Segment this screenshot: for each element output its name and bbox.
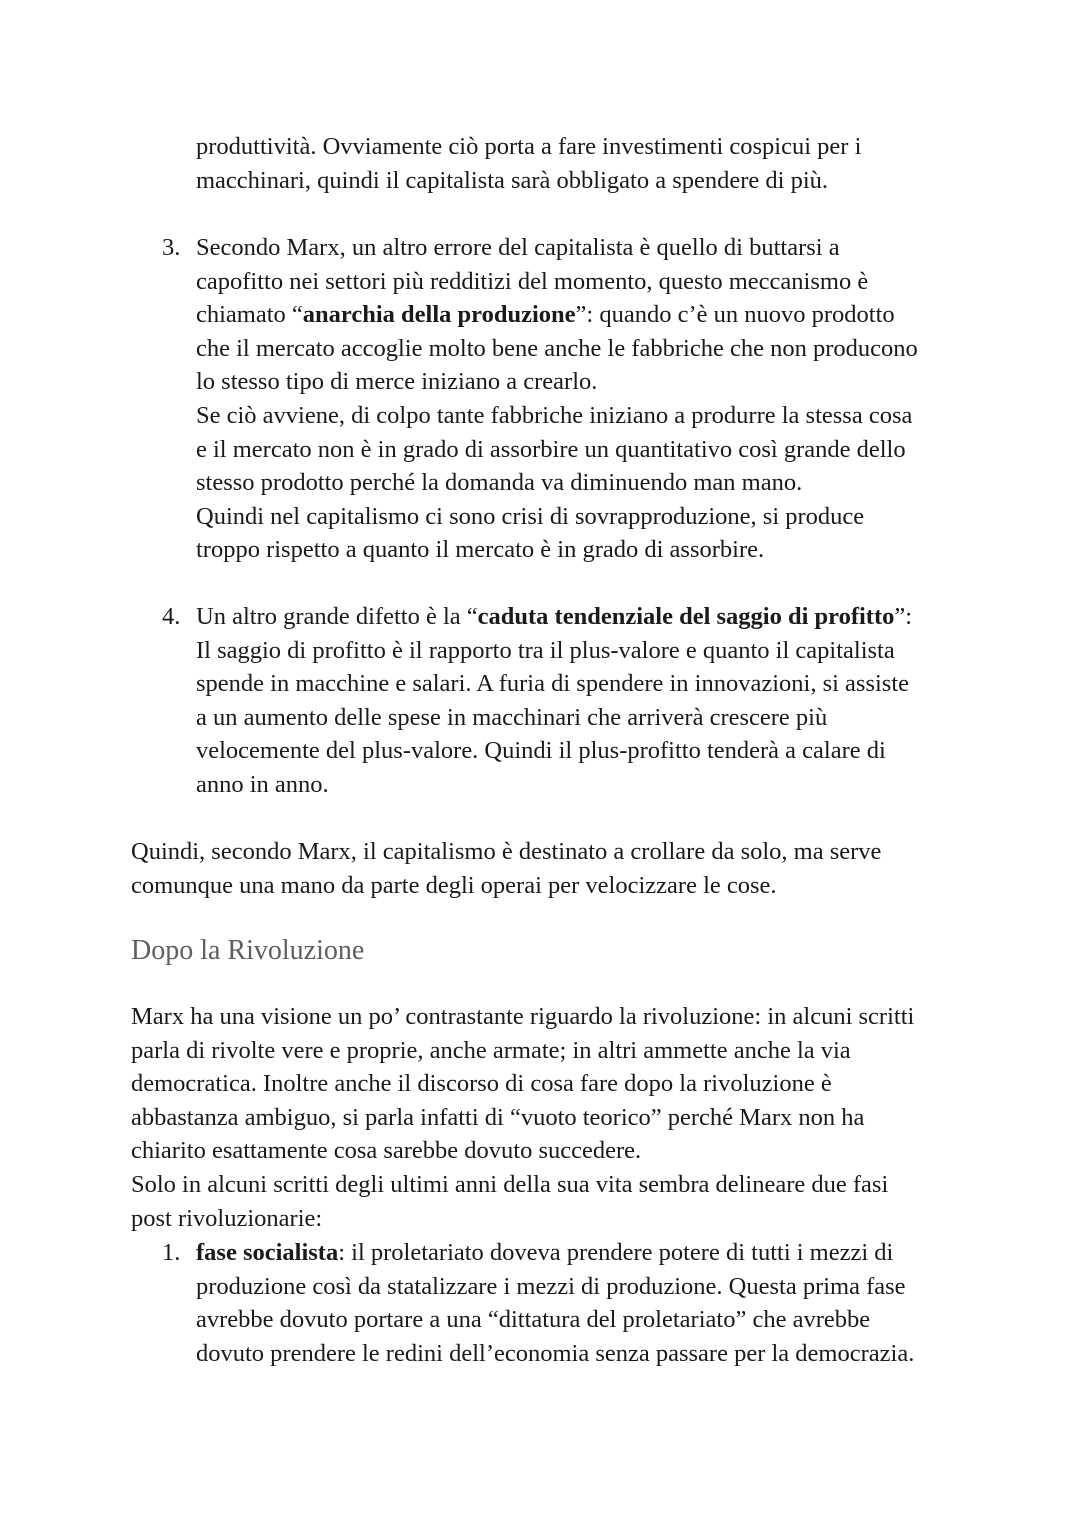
- text-line: parla di rivolte vere e proprie, anche armate; in altri ammette anche la via: [131, 1036, 851, 1064]
- text-line: Solo in alcuni scritti degli ultimi anni della sua vita sembra delineare due fasi: [131, 1170, 889, 1198]
- text-line: stesso prodotto perché la domanda va diminuendo man mano.: [196, 469, 803, 497]
- text-line: macchinari, quindi il capitalista sarà obbligato a spendere di più.: [196, 166, 829, 194]
- text-line: [196, 600, 996, 634]
- bold-term: fase socialista: [196, 1239, 339, 1266]
- text-span: chiamato “: [196, 301, 303, 329]
- text-line: velocemente del plus-valore. Quindi il plus-profitto tenderà a calare di: [196, 737, 886, 765]
- text-span: : il proletariato doveva prendere potere di tutti i mezzi di: [338, 1239, 894, 1266]
- text-line: abbastanza ambiguo, si parla infatti di “vuoto teorico” perché Marx non ha: [131, 1103, 865, 1131]
- text-line: a un aumento delle spese in macchinari che arriverà crescere più: [196, 703, 828, 731]
- text-line: comunque una mano da parte degli operai per velocizzare le cose.: [131, 871, 777, 899]
- text-line: produttività. Ovviamente ciò porta a fare investimenti cospicui per i: [196, 133, 862, 160]
- text-line: [196, 1236, 996, 1270]
- text-line: dovuto prendere le redini dell’economia senza passare per la democrazia.: [196, 1339, 915, 1367]
- list-number: 1.: [162, 1239, 181, 1266]
- text-line: Il saggio di profitto è il rapporto tra il plus-valore e quanto il capitalista: [196, 636, 895, 664]
- text-span: ”: quando c’è un nuovo prodotto: [575, 301, 895, 329]
- bold-term: anarchia della produzione: [302, 301, 576, 329]
- bold-term: caduta tendenziale del saggio di profitto: [477, 603, 895, 630]
- text-line: chiarito esattamente cosa sarebbe dovuto succedere.: [131, 1137, 642, 1165]
- text-line: anno in anno.: [196, 770, 329, 798]
- text-line: Marx ha una visione un po’ contrastante riguardo la rivoluzione: in alcuni scritti: [131, 1003, 915, 1030]
- text-span: Un altro grande difetto è la “: [196, 603, 478, 630]
- list-number: 3.: [162, 234, 181, 261]
- text-line: avrebbe dovuto portare a una “dittatura del proletariato” che avrebbe: [196, 1306, 871, 1334]
- text-line: lo stesso tipo di merce iniziano a crearlo.: [196, 368, 598, 396]
- text-line: Quindi nel capitalismo ci sono crisi di sovrapproduzione, si produce: [196, 502, 865, 530]
- text-line: e il mercato non è in grado di assorbire un quantitativo così grande dello: [196, 435, 906, 463]
- text-line: che il mercato accoglie molto bene anche le fabbriche che non producono: [196, 334, 918, 362]
- list-item-4: [162, 600, 996, 802]
- text-line: troppo rispetto a quanto il mercato è in grado di assorbire.: [196, 536, 765, 564]
- text-line: democratica. Inoltre anche il discorso di cosa fare dopo la rivoluzione è: [131, 1070, 832, 1098]
- conclusion-paragraph: [131, 835, 991, 902]
- text-line: [196, 298, 996, 332]
- text-line: produzione così da statalizzare i mezzi di produzione. Questa prima fase: [196, 1272, 906, 1300]
- revolution-paragraph: [131, 1000, 991, 1235]
- list-item-2-continuation: [196, 130, 996, 197]
- text-line: Quindi, secondo Marx, il capitalismo è destinato a crollare da solo, ma serve: [131, 838, 882, 865]
- text-line: spende in macchine e salari. A furia di spendere in innovazioni, si assiste: [196, 670, 910, 698]
- text-line: post rivoluzionarie:: [131, 1204, 323, 1232]
- text-line: Secondo Marx, un altro errore del capitalista è quello di buttarsi a: [196, 234, 840, 261]
- list-item-3: [162, 231, 996, 567]
- text-span: ”:: [894, 603, 913, 630]
- list-number: 4.: [162, 603, 181, 630]
- section-heading: Dopo la Rivoluzione: [131, 935, 365, 966]
- text-line: capofitto nei settori più redditizi del momento, questo meccanismo è: [196, 267, 869, 295]
- list-item-phase-1: [162, 1236, 996, 1370]
- text-line: Se ciò avviene, di colpo tante fabbriche iniziano a produrre la stessa cosa: [196, 401, 913, 429]
